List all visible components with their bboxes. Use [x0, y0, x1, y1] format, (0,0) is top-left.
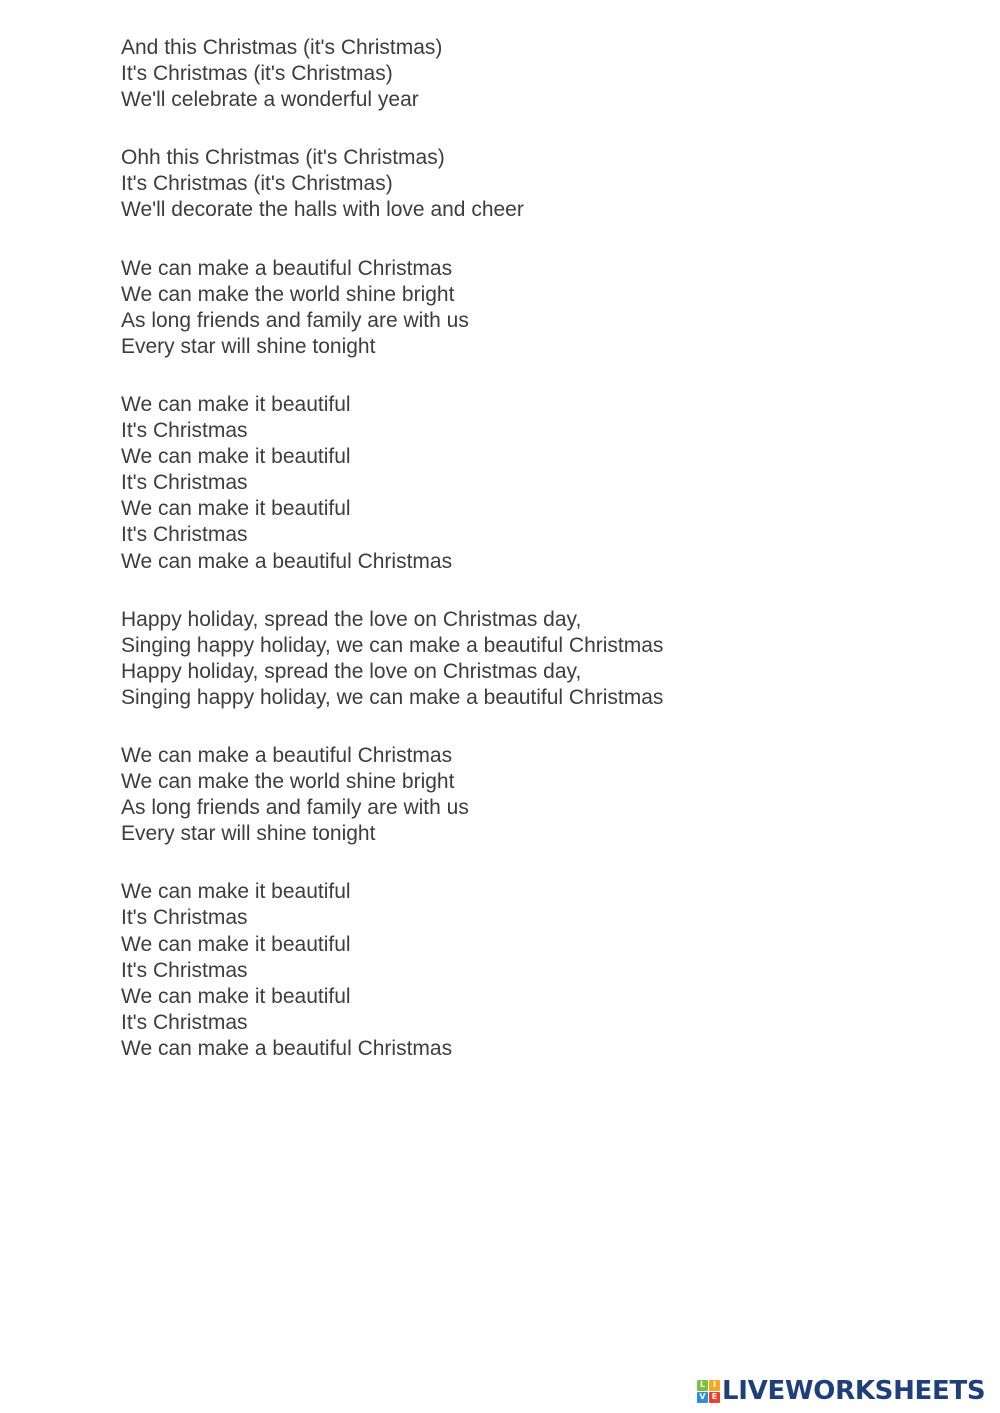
liveworksheets-logo-icon	[697, 1380, 720, 1403]
lyric-line: It's Christmas	[121, 1010, 248, 1034]
liveworksheets-watermark	[697, 1378, 985, 1404]
lyric-line: As long friends and family are with us	[121, 308, 469, 332]
lyric-line: It's Christmas	[121, 958, 248, 982]
logo-text: LIVEWORKSHEETS	[722, 1376, 986, 1406]
stanza	[121, 392, 663, 575]
stanza	[121, 256, 663, 360]
lyric-line: We can make it beautiful	[121, 880, 351, 904]
lyric-line: It's Christmas	[121, 471, 248, 495]
lyric-line: We can make a beautiful Christmas	[121, 256, 453, 280]
lyric-line: It's Christmas (it's Christmas)	[121, 172, 393, 196]
lyric-line: Every star will shine tonight	[121, 334, 376, 358]
lyric-line: As long friends and family are with us	[121, 796, 469, 820]
lyric-line: We can make it beautiful	[121, 497, 351, 521]
stanza	[121, 145, 663, 223]
lyric-line: Singing happy holiday, we can make a beautiful Christmas	[121, 633, 664, 657]
lyric-line: We can make a beautiful Christmas	[121, 743, 453, 767]
lyric-line: We can make the world shine bright	[121, 770, 455, 794]
lyric-line: Ohh this Christmas (it's Christmas)	[121, 146, 445, 170]
stanza	[121, 35, 663, 113]
stanza	[121, 607, 663, 711]
lyric-line: Happy holiday, spread the love on Christmas day,	[121, 607, 582, 631]
lyric-line: It's Christmas (it's Christmas)	[121, 62, 393, 86]
stanza	[121, 879, 663, 1062]
lyric-line: We can make it beautiful	[121, 392, 351, 416]
lyric-line: Happy holiday, spread the love on Christmas day,	[121, 659, 582, 683]
lyrics-body	[121, 35, 663, 1094]
lyric-line: We can make it beautiful	[121, 445, 351, 469]
lyric-line: We can make the world shine bright	[121, 282, 455, 306]
lyric-line: Singing happy holiday, we can make a beautiful Christmas	[121, 685, 664, 709]
lyric-line: We'll celebrate a wonderful year	[121, 88, 419, 112]
logo-letter-tile: I	[709, 1380, 720, 1391]
lyric-line: We can make it beautiful	[121, 932, 351, 956]
logo-letter-tile: E	[709, 1392, 720, 1403]
lyric-line: It's Christmas	[121, 523, 248, 547]
lyric-line: It's Christmas	[121, 419, 248, 443]
lyric-line: We can make it beautiful	[121, 984, 351, 1008]
lyric-line: It's Christmas	[121, 906, 248, 930]
logo-letter-tile: V	[697, 1392, 708, 1403]
lyric-line: Every star will shine tonight	[121, 822, 376, 846]
stanza	[121, 743, 663, 847]
lyric-line: We can make a beautiful Christmas	[121, 1036, 453, 1060]
lyric-line: And this Christmas (it's Christmas)	[121, 36, 443, 59]
lyric-line: We can make a beautiful Christmas	[121, 549, 453, 573]
lyric-line: We'll decorate the halls with love and cheer	[121, 198, 524, 222]
logo-letter-tile: L	[697, 1380, 708, 1391]
